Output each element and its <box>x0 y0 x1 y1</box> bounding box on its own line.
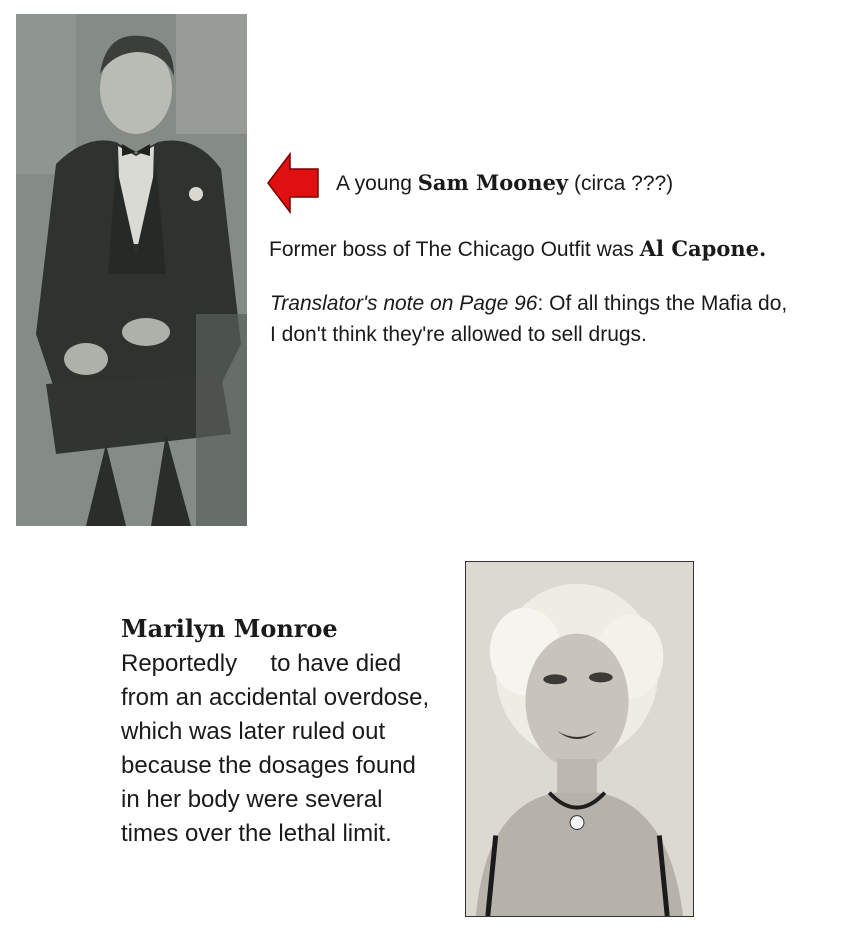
sam-mooney-caption <box>336 170 673 196</box>
description-line: Reportedly to have died <box>121 650 402 677</box>
caption-prefix: A young <box>336 172 418 195</box>
translator-note-line2: I don't think they're allowed to sell drugs. <box>270 323 647 346</box>
description-line: times over the lethal limit. <box>121 820 392 847</box>
marilyn-monroe-photo <box>465 561 694 917</box>
caption-suffix: (circa ???) <box>568 172 674 195</box>
translator-note-line1: : Of all things the Mafia do, <box>537 292 788 315</box>
al-capone-name: Al Capone. <box>639 236 767 261</box>
al-capone-caption <box>269 236 766 262</box>
left-arrow-icon <box>266 152 320 214</box>
capone-caption-prefix: Former boss of The Chicago Outfit was <box>269 238 640 261</box>
description-line: in her body were several <box>121 786 383 813</box>
marilyn-monroe-name: Marilyn Monroe <box>121 614 338 643</box>
description-line: which was later ruled out <box>121 718 386 745</box>
sam-mooney-name: Sam Mooney <box>417 170 569 195</box>
translator-note-lead: Translator's note on Page 96 <box>270 292 538 315</box>
translator-note <box>270 288 787 350</box>
description-line: because the dosages found <box>121 752 416 779</box>
marilyn-monroe-description <box>121 647 429 851</box>
sam-mooney-photo <box>16 14 247 526</box>
description-line: from an accidental overdose, <box>121 684 430 711</box>
